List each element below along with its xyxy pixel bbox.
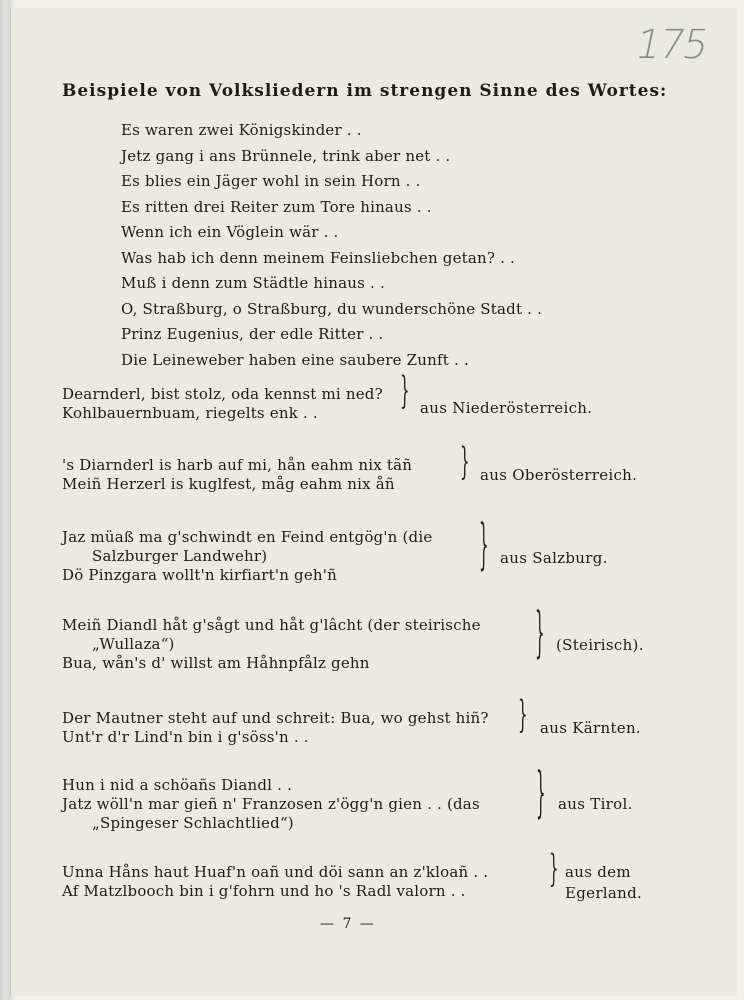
region-label: aus Salzburg. xyxy=(500,549,608,567)
song-group-egerland xyxy=(62,863,488,901)
region-label: aus Oberösterreich. xyxy=(480,466,638,484)
song-group-kaernten xyxy=(62,709,489,747)
list-item: O, Straßburg, o Straßburg, du wunderschöne Stadt . . xyxy=(121,299,543,318)
list-item: Wenn ich ein Vöglein wär . . xyxy=(121,223,339,241)
brace: } xyxy=(536,760,546,826)
brace: } xyxy=(479,512,489,578)
brace: } xyxy=(518,691,528,737)
song-group-salzburg xyxy=(62,528,432,585)
example-song-list xyxy=(121,118,542,373)
list-item: Was hab ich denn meinem Feinsliebchen getan? . . xyxy=(121,248,516,267)
song-line: Dearnderl, bist stolz, oda kennst mi ned? xyxy=(62,385,383,403)
list-item: Es waren zwei Königskinder . . xyxy=(121,121,362,139)
song-line: Meiñ Diandl håt g'sågt und håt g'lâcht (der steirische xyxy=(62,616,481,634)
list-item: Die Leineweber haben eine saubere Zunft . . xyxy=(121,350,469,369)
brace: } xyxy=(460,438,470,484)
section-heading: Beispiele von Volksliedern im strengen Sinne des Wortes: xyxy=(62,81,668,101)
song-line: „Spingeser Schlachtlied“) xyxy=(92,814,294,832)
song-line: Salzburger Landwehr) xyxy=(92,547,268,565)
list-item: Prinz Eugenius, der edle Ritter . . xyxy=(121,325,384,343)
song-line: Kohlbauernbuam, riegelts enk . . xyxy=(62,404,318,422)
region-label-line: Egerland. xyxy=(565,884,643,902)
song-group-niederoesterreich xyxy=(62,385,383,423)
region-label: (Steirisch). xyxy=(556,636,644,654)
song-line: Jaz müaß ma g'schwindt en Feind entgög'n (die xyxy=(62,528,433,546)
song-line: Dö Pinzgara wollt'n kirfiart'n geh'ñ xyxy=(62,566,337,584)
brace: } xyxy=(400,367,410,413)
song-line: Hun i nid a schöañs Diandl . . xyxy=(62,776,293,794)
list-item: Es ritten drei Reiter zum Tore hinaus . . xyxy=(121,197,432,216)
handwritten-page-number: 175 xyxy=(631,22,712,68)
region-label xyxy=(565,862,642,904)
song-line: Bua, wån's d' willst am Håhnpfålz gehn xyxy=(62,654,370,672)
song-line: „Wullaza“) xyxy=(92,635,175,653)
song-line: Unna Håns haut Huaf'n oañ und döi sann an z'kloañ . . xyxy=(62,863,489,881)
brace: } xyxy=(535,600,545,666)
song-line: Meiñ Herzerl is kuglfest, måg eahm nix åñ xyxy=(62,475,395,493)
page-number: — 7 — xyxy=(320,916,376,932)
song-line: Der Mautner steht auf und schreit: Bua, wo gehst hiñ? xyxy=(62,709,489,727)
region-label: aus Kärnten. xyxy=(540,719,641,737)
song-group-oberoesterreich xyxy=(62,456,412,494)
list-item: Es blies ein Jäger wohl in sein Horn . . xyxy=(121,172,421,190)
region-label: aus Tirol. xyxy=(558,795,633,813)
song-line: 's Diarnderl is harb auf mi, hån eahm nix tãñ xyxy=(62,456,413,474)
song-line: Unt'r d'r Lind'n bin i g'söss'n . . xyxy=(62,728,309,746)
song-group-tirol xyxy=(62,776,480,833)
region-label: aus Niederösterreich. xyxy=(420,399,593,417)
list-item: Muß i denn zum Städtle hinaus . . xyxy=(121,274,385,292)
song-line: Jatz wöll'n mar gieñ n' Franzosen z'ögg'n gien . . (das xyxy=(62,795,480,813)
song-group-steiermark xyxy=(62,616,481,673)
region-label-line: aus dem xyxy=(565,863,631,881)
brace: } xyxy=(549,845,559,891)
song-line: Af Matzlbooch bin i g'fohrn und ho 's Radl valorn . . xyxy=(62,882,466,900)
list-item: Jetz gang i ans Brünnele, trink aber net . . xyxy=(121,146,451,165)
